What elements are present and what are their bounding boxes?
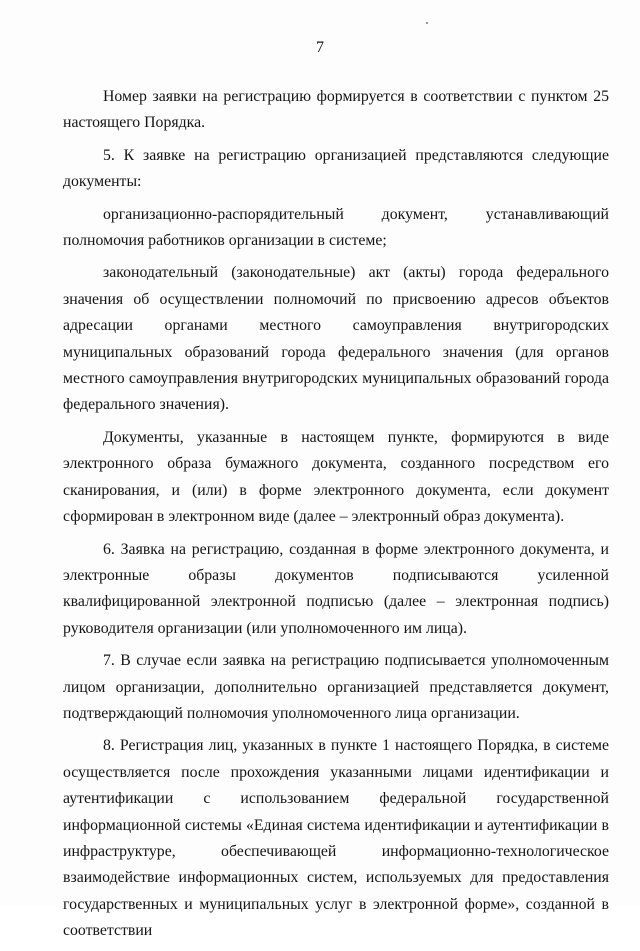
page-number: 7 <box>316 39 324 56</box>
paragraph-item-5: 5. К заявке на регистрацию организацией представляются следующие документы: <box>63 146 609 191</box>
paragraph-item-8: 8. Регистрация лиц, указанных в пункте 1 настоящего Порядка, в системе осуществляется после прохождения указанными лицами идентификации и аутентификации с использованием федеральной государственной информационной системы «Единая система идентификации и аутентификации в инфраструктуре, обеспечивающей информационно-технологическое взаимодействие информационных систем, используемых для предоставления государственных и муниципальных услуг в электронной форме», созданной в соответствии <box>63 737 609 940</box>
paragraph-item-6: 6. Заявка на регистрацию, созданная в форме электронного документа, и электронные образы документов подписываются усиленной квалифицированной электронной подписью (далее – электронная подпись) руководителя организации (или уполномоченного им лица). <box>63 540 609 637</box>
scan-speck <box>426 22 428 24</box>
paragraph-document-formats: Документы, указанные в настоящем пункте, формируются в виде электронного образа бумажного документа, созданного посредством его сканирования, и (или) в форме электронного документа, если документ сформирован в электронном виде (далее – электронный образ документа). <box>63 428 609 526</box>
document-body <box>63 84 609 951</box>
paragraph-legislative-act: законодательный (законодательные) акт (акты) города федерального значения об осуществлении полномочий по присвоению адресов объектов адресации органами местного самоуправления внутригородских муниципальных образований города федерального значения (для органов местного самоуправления внутригородских муниципальных образований города федерального значения). <box>63 264 609 414</box>
paragraph-org-document: организационно-распорядительный документ, устанавливающий полномочия работников организации в системе; <box>63 205 609 250</box>
paragraph-item-7: 7. В случае если заявка на регистрацию подписывается уполномоченным лицом организации, дополнительно организацией представляется документ, подтверждающий полномочия уполномоченного лица организации. <box>63 652 609 722</box>
paragraph-application-number: Номер заявки на регистрацию формируется в соответствии с пунктом 25 настоящего Порядка. <box>63 88 609 132</box>
